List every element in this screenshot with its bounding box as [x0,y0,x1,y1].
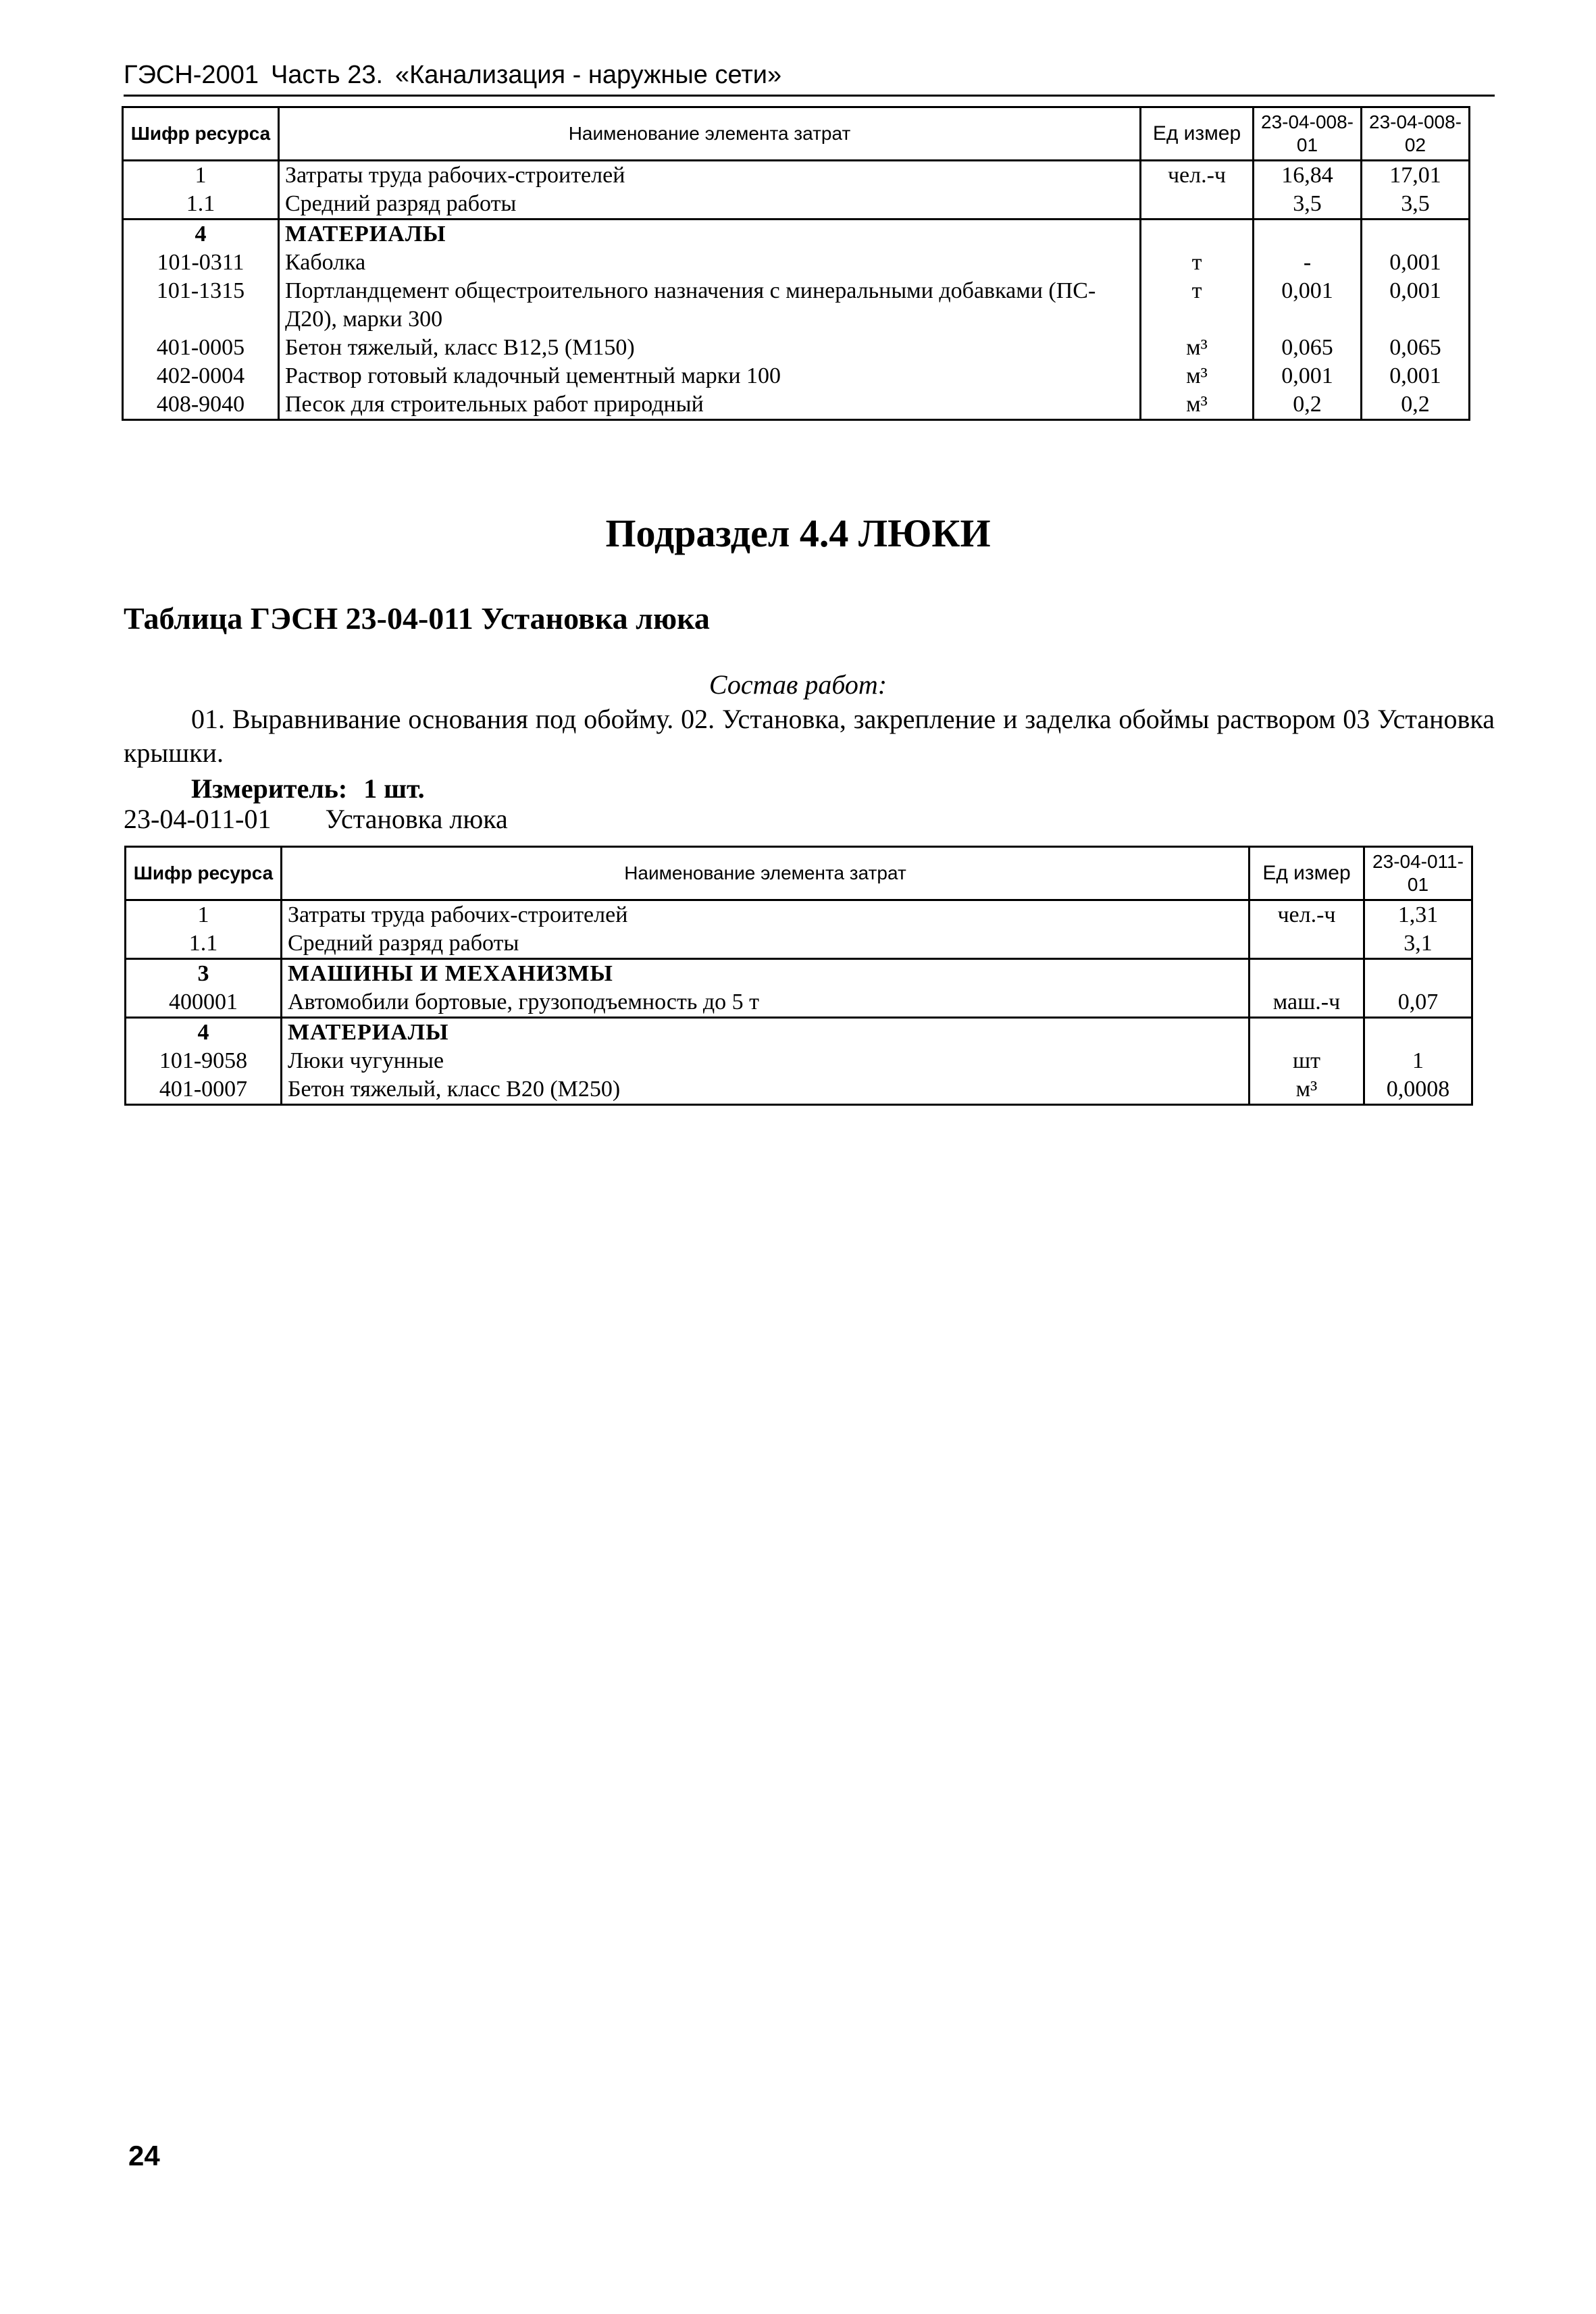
resource-unit [1250,1018,1364,1048]
value-011-01: 3,1 [1364,929,1472,959]
value-011-01: 1 [1364,1047,1472,1075]
resource-code: 4 [126,1018,282,1048]
table-row [126,959,1472,989]
table-row [123,220,1470,249]
resource-code: 1 [126,900,282,930]
norm-code: 23-04-011-01 [124,804,272,834]
value-008-01 [1254,220,1362,249]
value-008-02: 0,001 [1362,249,1470,277]
resource-table-011 [124,846,1473,1106]
table-row [126,1075,1472,1105]
resource-code: 400001 [126,988,282,1018]
resource-table-008 [122,106,1470,421]
group-title: МАТЕРИАЛЫ [282,1018,1250,1048]
resource-unit: маш.-ч [1250,988,1364,1018]
resource-code: 101-1315 [123,277,279,334]
value-008-01: 3,5 [1254,190,1362,220]
resource-name: Затраты труда рабочих-строителей [282,900,1250,930]
table-header-row [126,847,1472,900]
table-row [123,161,1470,190]
resource-unit: м³ [1141,390,1254,420]
table-row [123,277,1470,334]
resource-name: Люки чугунные [282,1047,1250,1075]
value-008-01: 0,001 [1254,362,1362,390]
table-row [126,988,1472,1018]
resource-name: Портландцемент общестроительного назначения с минеральными добавками (ПС-Д20), марки 300 [279,277,1141,334]
col-header-name: Наименование элемента затрат [279,107,1141,161]
group-title: МАШИНЫ И МЕХАНИЗМЫ [282,959,1250,989]
value-008-02 [1362,220,1470,249]
norm-code-line [124,802,508,836]
value-008-02: 3,5 [1362,190,1470,220]
value-008-01: 0,001 [1254,277,1362,334]
group-title: МАТЕРИАЛЫ [279,220,1141,249]
value-011-01: 0,0008 [1364,1075,1472,1105]
resource-name: Средний разряд работы [279,190,1141,220]
value-011-01: 0,07 [1364,988,1472,1018]
page-number: 24 [128,2140,160,2171]
resource-name: Каболка [279,249,1141,277]
value-011-01: 1,31 [1364,900,1472,930]
resource-name: Затраты труда рабочих-строителей [279,161,1141,190]
resource-unit: м³ [1141,362,1254,390]
meter-value: 1 шт. [363,773,425,804]
resource-unit: т [1141,249,1254,277]
resource-unit: чел.-ч [1250,900,1364,930]
value-008-02: 0,065 [1362,334,1470,362]
header-code: ГЭСН-2001 [124,61,259,89]
value-008-01: 0,065 [1254,334,1362,362]
value-008-01: 0,2 [1254,390,1362,420]
header-part: Часть 23. [270,61,384,89]
value-008-02: 17,01 [1362,161,1470,190]
col-header-011-01: 23-04-011-01 [1364,847,1472,900]
table-row [126,900,1472,930]
resource-name: Бетон тяжелый, класс B20 (M250) [282,1075,1250,1105]
table-title: Таблица ГЭСН 23-04-011 Установка люка [124,601,710,636]
col-header-name: Наименование элемента затрат [282,847,1250,900]
resource-unit [1250,929,1364,959]
work-composition-title: Состав работ: [709,669,887,700]
table-row [123,249,1470,277]
resource-code: 101-9058 [126,1047,282,1075]
table-row [123,334,1470,362]
table-row [123,362,1470,390]
col-header-008-01: 23-04-008-01 [1254,107,1362,161]
table-row [123,190,1470,220]
resource-unit: м³ [1250,1075,1364,1105]
norm-code-title: Установка люка [325,804,508,834]
resource-code: 401-0007 [126,1075,282,1105]
value-008-02: 0,001 [1362,277,1470,334]
col-header-unit: Ед измер [1250,847,1364,900]
value-008-02: 0,001 [1362,362,1470,390]
table-row [126,1018,1472,1048]
value-008-02: 0,2 [1362,390,1470,420]
table-row [126,929,1472,959]
col-header-unit: Ед измер [1141,107,1254,161]
resource-unit [1141,190,1254,220]
col-header-008-02: 23-04-008-02 [1362,107,1470,161]
resource-code: 4 [123,220,279,249]
resource-code: 101-0311 [123,249,279,277]
col-header-code: Шифр ресурса [123,107,279,161]
value-008-01: 16,84 [1254,161,1362,190]
meter-line [124,772,425,806]
resource-code: 3 [126,959,282,989]
resource-name: Автомобили бортовые, грузоподъемность до 5 т [282,988,1250,1018]
resource-code: 402-0004 [123,362,279,390]
meter-label: Измеритель: [191,773,348,804]
resource-code: 408-9040 [123,390,279,420]
resource-name: Бетон тяжелый, класс B12,5 (M150) [279,334,1141,362]
resource-code: 1 [123,161,279,190]
header-title: «Канализация - наружные сети» [395,61,782,89]
resource-unit [1141,220,1254,249]
resource-name: Песок для строительных работ природный [279,390,1141,420]
resource-unit: шт [1250,1047,1364,1075]
resource-unit: чел.-ч [1141,161,1254,190]
resource-name: Средний разряд работы [282,929,1250,959]
resource-code: 1.1 [123,190,279,220]
resource-name: Раствор готовый кладочный цементный марки 100 [279,362,1141,390]
resource-code: 401-0005 [123,334,279,362]
value-008-01: - [1254,249,1362,277]
resource-unit [1250,959,1364,989]
table-header-row [123,107,1470,161]
resource-unit: т [1141,277,1254,334]
page-header [124,59,1495,97]
subsection-title: Подраздел 4.4 ЛЮКИ [605,511,991,555]
table-row [126,1047,1472,1075]
col-header-code: Шифр ресурса [126,847,282,900]
value-011-01 [1364,959,1472,989]
resource-unit: м³ [1141,334,1254,362]
resource-code: 1.1 [126,929,282,959]
work-composition-text: 01. Выравнивание основания под обойму. 02. Установка, закрепление и заделка обоймы раствором 03 Установка крышки. [124,704,1495,768]
value-011-01 [1364,1018,1472,1048]
table-row [123,390,1470,420]
